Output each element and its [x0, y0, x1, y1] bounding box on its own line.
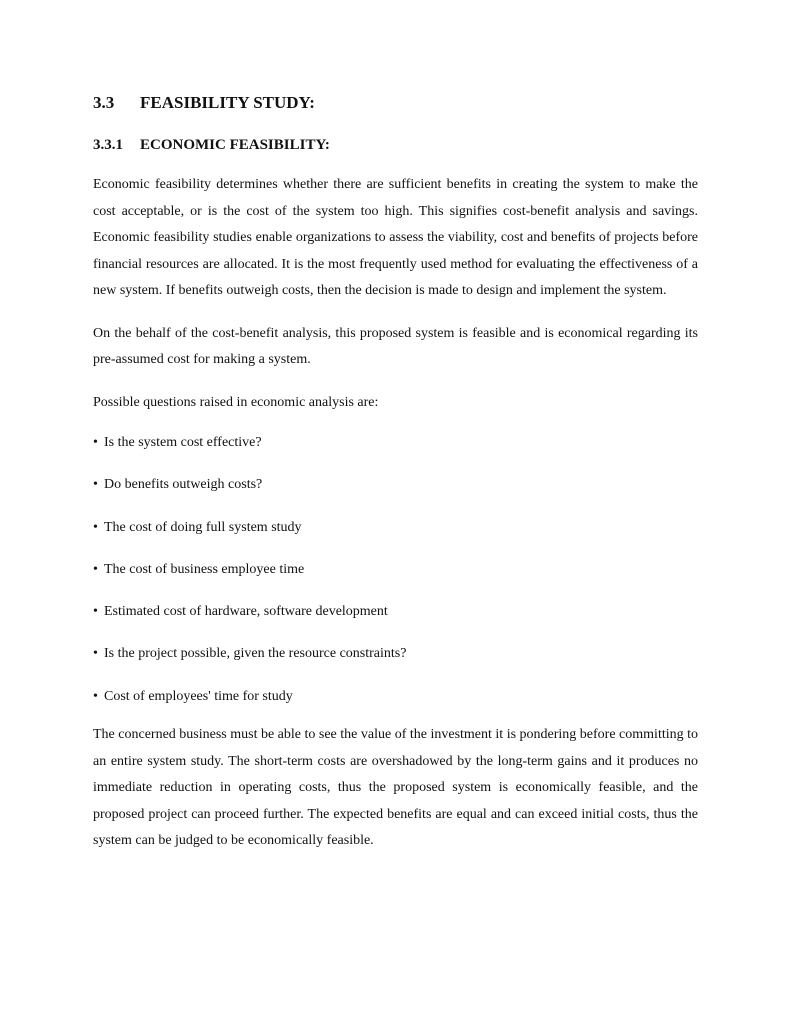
subsection-title: ECONOMIC FEASIBILITY:	[140, 137, 330, 153]
list-item	[93, 472, 698, 498]
bullet-icon: •	[93, 561, 98, 577]
questions-list	[93, 430, 698, 710]
list-item-text: The cost of business employee time	[104, 561, 305, 577]
bullet-icon: •	[93, 477, 98, 493]
list-item-text: Estimated cost of hardware, software development	[104, 604, 388, 620]
list-item	[93, 599, 698, 625]
bullet-icon: •	[93, 688, 98, 704]
list-item	[93, 684, 698, 710]
list-item	[93, 557, 698, 583]
bullet-icon: •	[93, 519, 98, 535]
section-title: FEASIBILITY STUDY:	[140, 93, 315, 112]
questions-intro-paragraph: Possible questions raised in economic analysis are:	[93, 394, 379, 410]
list-item	[93, 641, 698, 667]
conclusion-paragraph: The concerned business must be able to see the value of the investment it is pondering before committing to an entire system study. The short-term costs are overshadowed by the long-term gains and it produces no immediate reduction in operating costs, thus the proposed system is economically feasible, and the proposed project can proceed further. The expected benefits are equal and can exceed initial costs, thus the system can be judged to be economically feasible.	[93, 727, 698, 849]
list-item-text: Is the system cost effective?	[104, 435, 262, 450]
list-item	[93, 515, 698, 541]
bullet-icon: •	[93, 435, 98, 450]
list-item-text: Do benefits outweigh costs?	[104, 477, 263, 493]
cost-benefit-paragraph: On the behalf of the cost-benefit analysis, this proposed system is feasible and is economical regarding its pre-assumed cost for making a system.	[93, 325, 698, 367]
bullet-icon: •	[93, 604, 98, 620]
subsection-heading	[93, 135, 698, 155]
bullet-icon: •	[93, 646, 98, 662]
list-item	[93, 430, 698, 456]
section-number: 3.3	[93, 93, 115, 112]
list-item-text: The cost of doing full system study	[104, 519, 302, 535]
document-page	[93, 90, 698, 855]
list-item-text: Is the project possible, given the resource constraints?	[104, 646, 407, 662]
list-item-text: Cost of employees' time for study	[104, 688, 293, 704]
section-heading	[93, 90, 698, 116]
intro-paragraph: Economic feasibility determines whether there are sufficient benefits in creating the system to make the cost acceptable, or is the cost of the system too high. This signifies cost-benefit analysis and savings. Economic feasibility studies enable organizations to assess the viability, cost and benefits of projects before financial resources are allocated. It is the most frequently used method for evaluating the effectiveness of a new system. If benefits outweigh costs, then the decision is made to design and implement the system.	[93, 177, 698, 298]
subsection-number: 3.3.1	[93, 137, 123, 153]
